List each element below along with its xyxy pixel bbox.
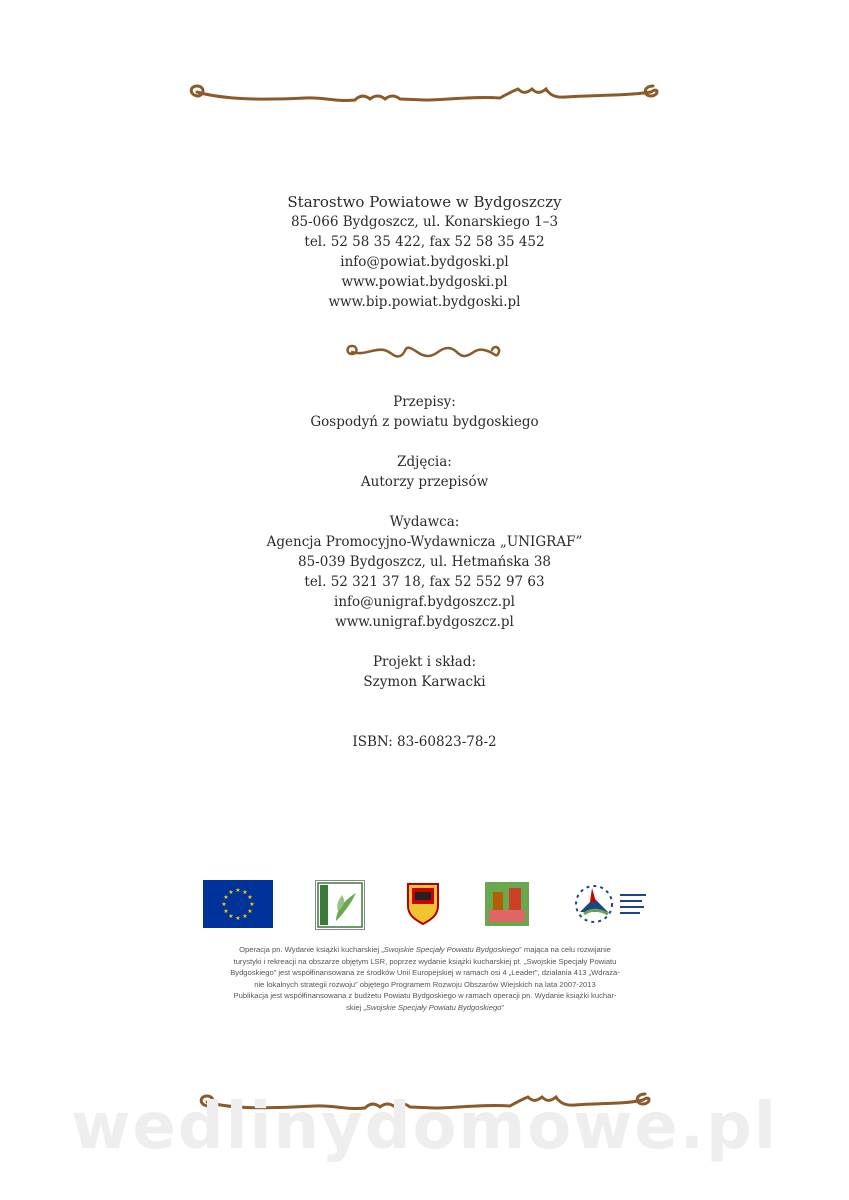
office-email-link[interactable]: info@powiat.bydgoski.pl — [340, 254, 509, 270]
publisher-office-block — [0, 192, 849, 312]
svg-text:★: ★ — [221, 901, 227, 908]
publisher-name: Agencja Promocyjno-Wydawnicza „UNIGRAF” — [266, 534, 583, 550]
publisher-label: Wydawca: — [389, 514, 460, 530]
recipes-label: Przepisy: — [393, 394, 456, 410]
funding-line-4: nie lokalnych strategii rozwoju” objętego Programem Rozwoju Obszarów Wiejskich na lata 2007-2013 — [254, 979, 596, 989]
design-block — [0, 652, 849, 692]
funding-line-6: skiej „Swojskie Specjały Powiatu Bydgoskiego” — [346, 1002, 504, 1012]
powiat-bydgoski-coat-of-arms-icon — [402, 880, 444, 928]
funding-line-1: Operacja pn. Wydanie książki kucharskiej „Swojskie Specjały Powiatu Bydgoskiego” mająca na celu rozwijanie — [239, 945, 611, 954]
photos-value: Autorzy przepisów — [360, 474, 489, 490]
publisher-address: 85-039 Bydgoszcz, ul. Hetmańska 38 — [297, 554, 551, 570]
design-value: Szymon Karwacki — [363, 674, 486, 690]
svg-text:★: ★ — [247, 908, 253, 915]
funding-line-3: Bydgoskiego” jest współfinansowana ze środków Unii Europejskiej w ramach osi 4 „Leader”, działania 413 „Wdraża- — [230, 968, 620, 977]
photos-label: Zdjęcia: — [397, 454, 452, 470]
isbn-block — [0, 732, 849, 752]
middle-ornament-icon — [344, 340, 506, 366]
funding-line-2: turystyki i rekreacji na obszarze objętym LSR, poprzez wydanie książki kucharskiej pt. „Swojskie Specjały Powiatu — [233, 956, 617, 966]
office-phone: tel. 52 58 35 422, fax 52 58 35 452 — [304, 234, 545, 250]
isbn: ISBN: 83-60823-78-2 — [352, 734, 497, 750]
eu-flag-icon — [203, 880, 273, 928]
office-bip-link[interactable]: www.bip.powiat.bydgoski.pl — [328, 294, 521, 310]
svg-text:★: ★ — [242, 889, 248, 896]
photos-block — [0, 452, 849, 492]
recipes-value: Gospodyń z powiatu bydgoskiego — [310, 414, 539, 430]
svg-text:★: ★ — [235, 887, 241, 894]
castle-emblem-icon — [483, 880, 531, 928]
svg-text:★: ★ — [242, 913, 248, 920]
office-website-link[interactable]: www.powiat.bydgoski.pl — [341, 274, 508, 290]
design-label: Projekt i skład: — [372, 654, 477, 670]
top-ornament-icon — [185, 78, 665, 112]
svg-text:★: ★ — [228, 889, 234, 896]
funding-note — [195, 944, 655, 1013]
recipes-block — [0, 392, 849, 432]
svg-text:★: ★ — [223, 908, 229, 915]
svg-text:★: ★ — [235, 915, 241, 922]
svg-text:★: ★ — [228, 913, 234, 920]
publisher-phone: tel. 52 321 37 18, fax 52 552 97 63 — [304, 574, 545, 590]
sponsor-logos — [0, 880, 849, 932]
publisher-email-link[interactable]: info@unigraf.bydgoszcz.pl — [334, 594, 515, 610]
watermark: wedlinydomowe.pl — [71, 1090, 778, 1164]
publisher-website-link[interactable]: www.unigraf.bydgoszcz.pl — [335, 614, 514, 630]
leader-logo-icon — [315, 880, 365, 930]
office-address: 85-066 Bydgoszcz, ul. Konarskiego 1–3 — [290, 214, 559, 230]
svg-text:★: ★ — [247, 894, 253, 901]
publisher-block — [0, 512, 849, 632]
funding-line-5: Publikacja jest współfinansowana z budżetu Powiatu Bydgoskiego w ramach operacji pn. Wydanie książki kuchar- — [233, 991, 617, 1000]
svg-text:★: ★ — [249, 901, 255, 908]
office-name: Starostwo Powiatowe w Bydgoszczy — [287, 193, 562, 211]
svg-text:★: ★ — [223, 894, 229, 901]
prow-program-logo-icon — [570, 880, 660, 928]
